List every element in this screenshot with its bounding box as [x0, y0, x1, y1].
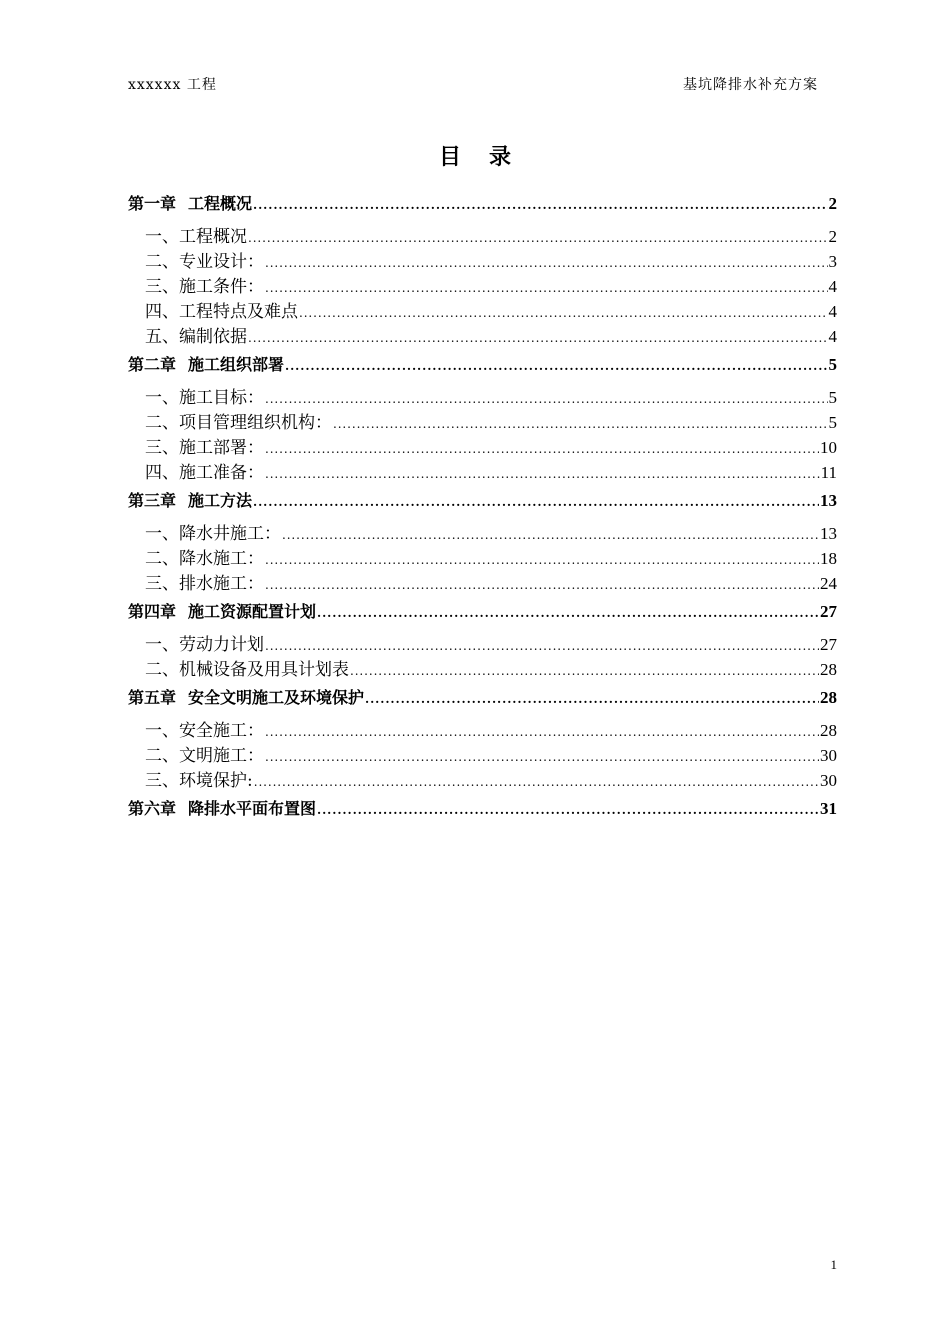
toc-page-number: 31 — [820, 799, 837, 818]
toc-section-row[interactable] — [128, 632, 837, 657]
toc-leader-dots — [265, 548, 819, 573]
toc-section-row[interactable] — [128, 657, 837, 682]
toc-section-row[interactable] — [128, 435, 837, 460]
toc-page-number: 27 — [820, 635, 837, 654]
toc-chapter-title: 安全文明施工及环境保护 — [188, 688, 365, 707]
toc-section-label: 二、降水施工： — [145, 549, 264, 569]
toc-section-label: 三、环境保护: — [145, 771, 253, 791]
toc-leader-dots — [248, 226, 828, 251]
toc-chapter-number: 第一章 — [128, 194, 177, 213]
toc-leader-dots — [265, 437, 819, 462]
toc-section-row[interactable] — [128, 299, 837, 324]
toc-leader-dots — [317, 600, 819, 627]
toc-section-label: 一、降水井施工： — [145, 524, 281, 544]
toc-chapter-label — [128, 351, 284, 378]
toc-leader-dots — [365, 686, 819, 713]
toc-page-number: 24 — [820, 574, 837, 593]
header-document-title: 基坑降排水补充方案 — [683, 77, 818, 93]
toc-chapter-title: 施工组织部署 — [188, 355, 285, 374]
toc-page-number: 5 — [828, 413, 837, 432]
toc-chapter-title: 降排水平面布置图 — [188, 799, 317, 818]
toc-title: 目录 — [438, 145, 539, 170]
toc-chapter-row[interactable] — [128, 351, 837, 378]
toc-chapter-row[interactable] — [128, 190, 837, 217]
toc-chapter-number: 第三章 — [128, 491, 177, 510]
toc-section-label: 五、编制依据 — [145, 327, 247, 347]
header-project-name: xxxxxx 工程 — [128, 77, 217, 93]
toc-chapter-row[interactable] — [128, 684, 837, 711]
toc-section-row[interactable] — [128, 274, 837, 299]
toc-leader-dots — [253, 489, 819, 516]
toc-leader-dots — [248, 326, 828, 351]
toc-section-row[interactable] — [128, 571, 837, 596]
toc-chapter-title: 施工方法 — [188, 491, 253, 510]
toc-section-row[interactable] — [128, 249, 837, 274]
toc-section-row[interactable] — [128, 324, 837, 349]
toc-leader-dots — [265, 462, 820, 487]
toc-section-label: 二、项目管理组织机构： — [145, 413, 332, 433]
toc-section-label: 二、机械设备及用具计划表 — [145, 660, 349, 680]
toc-page-number: 30 — [820, 746, 837, 765]
toc-chapter-number: 第二章 — [128, 355, 177, 374]
toc-page-number: 2 — [828, 194, 837, 213]
toc-section-row[interactable] — [128, 546, 837, 571]
toc-chapter-label — [128, 487, 252, 514]
toc-page-number: 5 — [828, 388, 837, 407]
toc-leader-dots — [299, 301, 828, 326]
toc-page-number: 28 — [820, 721, 837, 740]
toc-chapter-label — [128, 598, 316, 625]
toc-chapter-label — [128, 795, 316, 822]
toc-chapter-number: 第六章 — [128, 799, 177, 818]
toc-section-label: 三、施工部署： — [145, 438, 264, 458]
toc-page-number: 18 — [820, 549, 837, 568]
toc-page-number: 4 — [828, 327, 837, 346]
toc-page-number: 10 — [820, 438, 837, 457]
toc-leader-dots — [265, 573, 819, 598]
toc-leader-dots — [265, 634, 819, 659]
page-header — [128, 74, 818, 96]
toc-page-number: 4 — [828, 277, 837, 296]
toc-section-label: 三、排水施工： — [145, 574, 264, 594]
toc-leader-dots — [285, 353, 827, 380]
toc-section-label: 二、专业设计： — [145, 252, 264, 272]
toc-leader-dots — [333, 412, 828, 437]
toc-page-number: 30 — [820, 771, 837, 790]
toc-leader-dots — [253, 192, 827, 219]
toc-page-number: 11 — [820, 463, 837, 482]
toc-chapter-number: 第四章 — [128, 602, 177, 621]
toc-chapter-label — [128, 190, 252, 217]
toc-page-number: 5 — [828, 355, 837, 374]
toc-leader-dots — [254, 770, 819, 795]
toc-page-number: 27 — [820, 602, 837, 621]
toc-page-number: 13 — [820, 524, 837, 543]
toc-leader-dots — [265, 720, 819, 745]
toc-chapter-number: 第五章 — [128, 688, 177, 707]
toc-leader-dots — [317, 797, 819, 824]
toc-leader-dots — [265, 251, 828, 276]
toc-section-row[interactable] — [128, 768, 837, 793]
toc-section-label: 四、施工准备： — [145, 463, 264, 483]
toc-section-label: 三、施工条件： — [145, 277, 264, 297]
toc-page-number: 2 — [828, 227, 837, 246]
table-of-contents — [128, 190, 837, 829]
toc-leader-dots — [282, 523, 819, 548]
toc-page-number: 3 — [828, 252, 837, 271]
toc-section-row[interactable] — [128, 521, 837, 546]
toc-chapter-row[interactable] — [128, 795, 837, 822]
toc-chapter-title: 工程概况 — [188, 194, 253, 213]
toc-section-label: 一、劳动力计划 — [145, 635, 264, 655]
toc-page-number: 4 — [828, 302, 837, 321]
toc-section-row[interactable] — [128, 410, 837, 435]
toc-chapter-title: 施工资源配置计划 — [188, 602, 317, 621]
toc-chapter-label — [128, 684, 364, 711]
toc-section-row[interactable] — [128, 718, 837, 743]
toc-section-label: 四、工程特点及难点 — [145, 302, 298, 322]
toc-section-label: 一、工程概况 — [145, 227, 247, 247]
toc-page-number: 28 — [820, 688, 837, 707]
toc-section-row[interactable] — [128, 385, 837, 410]
toc-section-label: 二、文明施工： — [145, 746, 264, 766]
toc-chapter-row[interactable] — [128, 598, 837, 625]
toc-leader-dots — [350, 659, 819, 684]
toc-leader-dots — [265, 387, 828, 412]
toc-section-row[interactable] — [128, 743, 837, 768]
toc-leader-dots — [265, 276, 828, 301]
toc-page-number: 13 — [820, 491, 837, 510]
toc-page-number: 28 — [820, 660, 837, 679]
page-number: 1 — [830, 1257, 837, 1272]
toc-section-row[interactable] — [128, 460, 837, 485]
toc-section-label: 一、施工目标： — [145, 388, 264, 408]
toc-section-row[interactable] — [128, 224, 837, 249]
toc-chapter-row[interactable] — [128, 487, 837, 514]
toc-section-label: 一、安全施工： — [145, 721, 264, 741]
toc-leader-dots — [265, 745, 819, 770]
